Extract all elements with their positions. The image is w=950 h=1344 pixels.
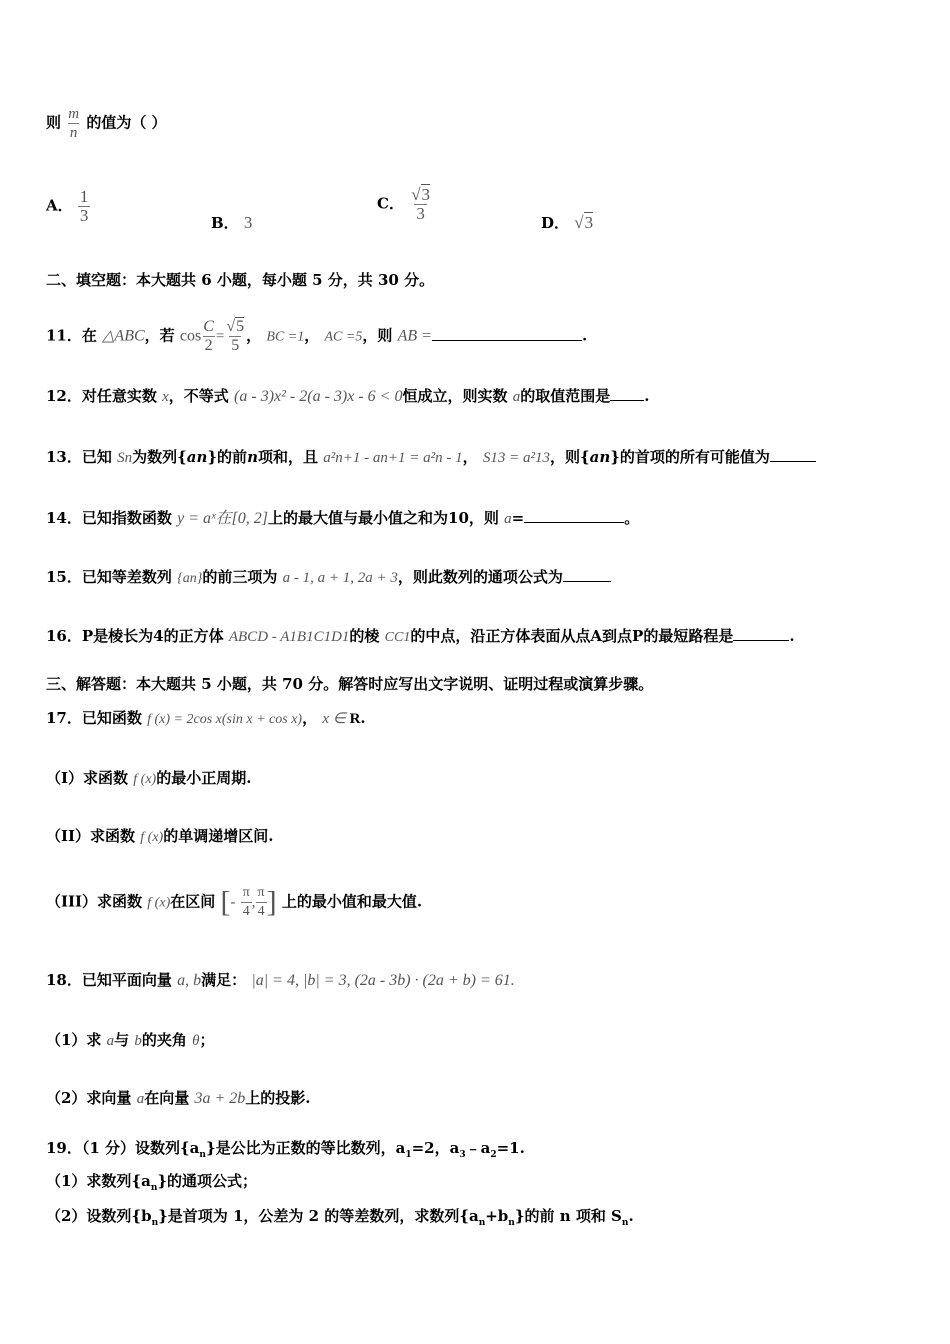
inequality: (a - 3)x² - 2(a - 3)x - 6 < 0 [234,388,403,405]
option-d: D． √3 [541,213,594,232]
text: （1）求数列{a [46,1172,151,1190]
fraction-pi-over-4 [256,884,267,921]
edge-cc1: CC1 [384,630,411,645]
question-17-part-1 [46,768,251,790]
text: 上的最大值与最小值之和为 [268,509,449,527]
text: ，则{ [549,448,590,466]
text: ， [302,709,318,727]
section-3-title: 三、解答题：本大题共 5 小题，共 70 分。解答时应写出文字说明、证明过程或演算步骤。 [46,675,654,693]
numerator: π [242,885,250,900]
point-a: A [590,627,603,645]
question-19-part-2 [46,1206,634,1233]
text: 的夹角 [141,1031,187,1049]
numerator: C [203,318,214,335]
text: 在 [81,326,97,345]
question-number: 19． [46,1139,82,1157]
fraction-pi-over-4 [241,884,252,921]
denominator: 2 [204,337,213,354]
vector-3a-2b: 3a + 2b [194,1090,246,1107]
subscript: 1 [405,1150,412,1160]
cube-name: ABCD - A1B1C1D1 [228,629,350,645]
option-value: 3 [243,213,253,232]
subscript: 2 [490,1150,497,1160]
function-fx: f (x) [147,895,171,911]
subscript: n [478,1218,486,1228]
text: 对任意实数 [81,387,157,405]
vector-a: a [136,1091,145,1107]
domain: x ∈ [322,711,350,727]
text: }是首项为 1，公差为 2 的等差数列，求数列{a [158,1207,479,1225]
s13-equation: S13 = a²13 [482,450,550,466]
triangle-abc: △ABC [102,327,145,345]
text: ， [304,326,320,345]
subscript: n [150,1183,158,1193]
text: ， [462,448,478,466]
text: 的取值范围是 [520,387,611,405]
text: （II）求函数 [46,827,136,845]
text: . [789,627,795,645]
text: 的最小正周期. [156,769,252,787]
recurrence-equation: a²n+1 - an+1 = a²n - 1 [323,450,463,466]
question-number: 16． [46,627,82,645]
answer-blank [563,569,611,582]
left-bracket: [ [220,885,231,919]
text: （III）求函数 [46,892,143,911]
right-bracket: ] [266,885,277,919]
radicand: 3 [421,185,431,204]
text: 的中点，沿正方体表面从点 [410,627,591,645]
denominator: 4 [242,904,250,919]
text: ，则 [468,509,499,527]
text: 在区间 [170,892,216,911]
answer-blank [432,328,582,341]
var-a: a [504,511,512,527]
text: 到点 [602,627,633,645]
exp-function: y = aˣ在[0, 2] [177,510,268,527]
text: 项和，且 [257,448,318,466]
question-number: 14． [46,509,82,527]
text: （2）设数列{b [46,1207,152,1225]
text: 的值为（ ） [86,113,167,132]
text: 则 [46,113,62,132]
angle-theta: θ [192,1033,200,1049]
option-label: B． [211,214,239,232]
fraction [78,188,91,225]
var-n: n [247,448,258,466]
var-a: a [512,389,521,405]
answer-blank [770,449,816,462]
vectors-ab: a, b [177,972,202,989]
question-number: 13． [46,448,82,466]
question-number: 11． [46,326,82,345]
question-number: 15． [46,568,82,586]
sn: Sn [117,450,133,466]
text: 是棱长为 [93,627,154,645]
denominator: 3 [79,206,89,225]
text: （I）求函数 [46,769,129,787]
fraction: $\frac{√3}{3}$ [411,185,431,223]
question-10-tail [46,105,167,142]
numerator: m [68,106,80,122]
question-13 [46,447,816,468]
text: }的通项公式； [157,1172,258,1190]
section-2-title: 二、填空题：本大题共 6 小题，每小题 5 分，共 30 分。 [46,271,435,289]
answer-blank [733,628,789,641]
point-p: P [632,627,644,645]
edge-length: 4 [153,627,164,645]
text: 已知 [81,448,112,466]
question-18-part-2 [46,1088,310,1109]
ab-equals: AB = [397,327,432,345]
subscript: n [621,1218,629,1228]
question-14 [46,508,639,529]
radicand: 5 [236,318,245,335]
text: = [511,509,525,527]
question-17-part-2 [46,826,273,848]
text: 的正方体 [163,627,224,645]
text: ， [246,326,262,345]
subscript: n [151,1218,159,1228]
radicand: 3 [584,213,594,232]
an: an [186,448,208,466]
option-c [377,186,432,223]
question-15 [46,567,611,589]
denominator: 5 [231,337,240,354]
question-number: 18． [46,971,82,989]
option-label: C． [377,194,404,213]
text: 上的最小值和最大值. [281,892,423,911]
fraction-m-over-n [66,105,81,142]
text: 在向量 [144,1089,190,1107]
option-a [46,188,90,225]
text: 上的投影. [245,1089,311,1107]
text: ，则此数列的通项公式为 [397,568,563,586]
text: ，则 [362,326,393,345]
point-p: P [81,627,94,645]
ac-value: AC =5 [324,329,363,345]
function-fx: f (x) [140,830,164,845]
cos: cos [179,327,202,345]
question-18-part-1 [46,1030,215,1051]
text: =1. [496,1139,525,1157]
text: ﹣a [465,1139,491,1157]
question-12 [46,386,649,407]
denominator: 3 [416,204,425,223]
text: ，不等式 [168,387,229,405]
text: 已知等差数列 [81,568,172,586]
function-definition: f (x) = 2cos x(sin x + cos x) [147,712,303,727]
fraction-c-over-2 [201,318,216,355]
an: an [589,448,611,466]
bc-value: BC =1 [266,329,305,345]
text: 为数列{ [132,448,187,466]
sum-value: 10 [448,509,469,527]
question-18 [46,970,515,991]
text: . [581,326,588,345]
option-b [211,212,252,233]
answer-blank [610,388,644,401]
option-label: D． [541,214,570,232]
question-17-part-3 [46,884,422,921]
text: 的最短路程是 [643,627,734,645]
question-19 [46,1138,525,1165]
reals: R [349,711,361,727]
numerator: 1 [79,187,89,206]
equals: = [215,328,225,345]
text: ； [199,1031,215,1049]
vector-b: b [134,1033,142,1049]
text: }的首项的所有可能值为 [610,448,770,466]
question-19-part-1 [46,1171,257,1198]
minus: - [230,894,236,911]
text: 满足： [201,971,247,989]
text: 的前三项为 [202,568,278,586]
subscript: 3 [459,1150,466,1160]
vector-a: a [106,1033,115,1049]
text: 。 [624,509,640,527]
var-x: x [162,389,169,405]
denominator: 4 [257,904,265,919]
function-fx: f (x) [133,772,157,787]
text: 已知函数 [81,709,142,727]
question-11 [46,318,587,355]
text: }的前 [207,448,248,466]
text: （1 分）设数列{a [81,1139,200,1157]
text: . [628,1207,634,1225]
numerator: π [257,885,265,900]
question-number: 17． [46,709,82,727]
answer-blank [524,510,624,523]
option-label: A． [46,196,73,215]
first-three-terms: a - 1, a + 1, 2a + 3 [282,570,398,586]
text: 的单调递增区间. [163,827,274,845]
text: 已知指数函数 [81,509,172,527]
question-17 [46,708,366,730]
vector-conditions: |a| = 4, |b| = 3, (2a - 3b) · (2a + b) = 61. [251,972,515,989]
subscript: n [199,1150,206,1160]
text: =2，a [411,1139,460,1157]
question-number: 12． [46,387,82,405]
sequence-an: {an} [177,571,203,586]
fraction-sqrt5-over-5: $\frac{√5}{5}$ [226,318,245,354]
subscript: n [508,1218,515,1228]
text: }是公比为正数的等比数列，a [205,1139,406,1157]
text: （1）求 [46,1031,102,1049]
denominator: n [69,125,78,141]
text: （2）求向量 [46,1089,132,1107]
text: 的棱 [349,627,380,645]
text: ，若 [144,326,175,345]
text: +b [485,1207,509,1225]
text: . [644,387,650,405]
text: 恒成立，则实数 [402,387,508,405]
text: . [360,709,366,727]
text: 与 [114,1031,130,1049]
text: }的前 n 项和 S [514,1207,622,1225]
comma: , [251,894,256,911]
question-16 [46,626,795,648]
text: 已知平面向量 [81,971,172,989]
